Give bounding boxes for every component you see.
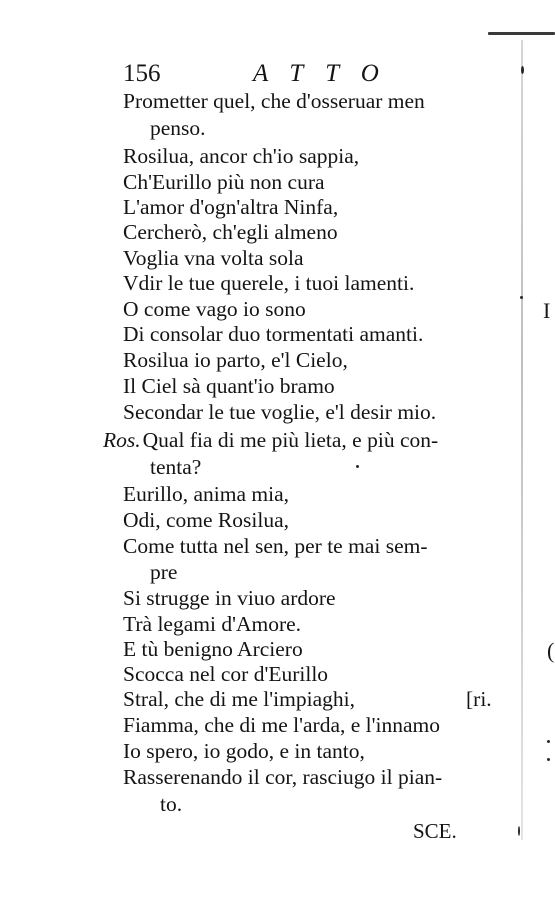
verse-line: Eurillo, anima mia, [123, 482, 289, 506]
verse-line: Stral, che di me l'impiaghi, [123, 687, 355, 711]
speaker-label: Ros. [103, 428, 141, 452]
verse-line: Scocca nel cor d'Eurillo [123, 662, 329, 686]
verse-line: to. [160, 792, 183, 816]
verse-line: Rasserenando il cor, rasciugo il pian- [123, 765, 443, 789]
verse-line: Trà legami d'Amore. [123, 612, 302, 636]
speech-line: Ros.Qual fia di me più lieta, e più con- [103, 428, 439, 452]
verse-line: Ch'Eurillo più non cura [123, 170, 325, 194]
verse-line: Il Ciel sà quant'io bramo [123, 374, 335, 398]
page-number: 156 [123, 60, 161, 87]
facing-page-glyph: ( [547, 638, 555, 663]
verse-line: L'amor d'ogn'altra Ninfa, [123, 195, 339, 219]
verse-line: Vdir le tue querele, i tuoi lamenti. [123, 271, 415, 295]
verse-line: E tù benigno Arciero [123, 637, 303, 661]
verse-line: Fiamma, che di me l'arda, e l'innamo [123, 713, 441, 737]
running-head [123, 58, 423, 90]
verse-line: Come tutta nel sen, per te mai sem- [123, 534, 428, 558]
facing-page-glyph: I [543, 298, 551, 323]
page-edge-rule [488, 32, 555, 35]
verse-line: Secondar le tue voglie, e'l desir mio. [123, 400, 437, 424]
verse-line: O come vago io sono [123, 297, 306, 321]
verse-line: Prometter quel, che d'osseruar men [123, 89, 425, 113]
verse-line: Voglia vna volta sola [123, 246, 304, 270]
catchword: SCE. [413, 819, 457, 843]
verse-line: Di consolar duo tormentati amanti. [123, 322, 424, 346]
verse-line: Cercherò, ch'egli almeno [123, 220, 338, 244]
verse-line: Rosilua io parto, e'l Cielo, [123, 348, 348, 372]
verse-line: Rosilua, ancor ch'io sappia, [123, 144, 360, 168]
turnover-fragment: [ri. [466, 687, 492, 711]
verse-line: Si strugge in viuo ardore [123, 586, 336, 610]
binding-gutter [521, 40, 523, 840]
verse-line: pre [150, 560, 178, 584]
running-title: ATTO [253, 60, 401, 87]
verse-line: penso. [150, 116, 206, 140]
verse-line: Odi, come Rosilua, [123, 508, 290, 532]
verse-line: tenta? [150, 455, 202, 479]
verse-line: Io spero, io godo, e in tanto, [123, 739, 365, 763]
